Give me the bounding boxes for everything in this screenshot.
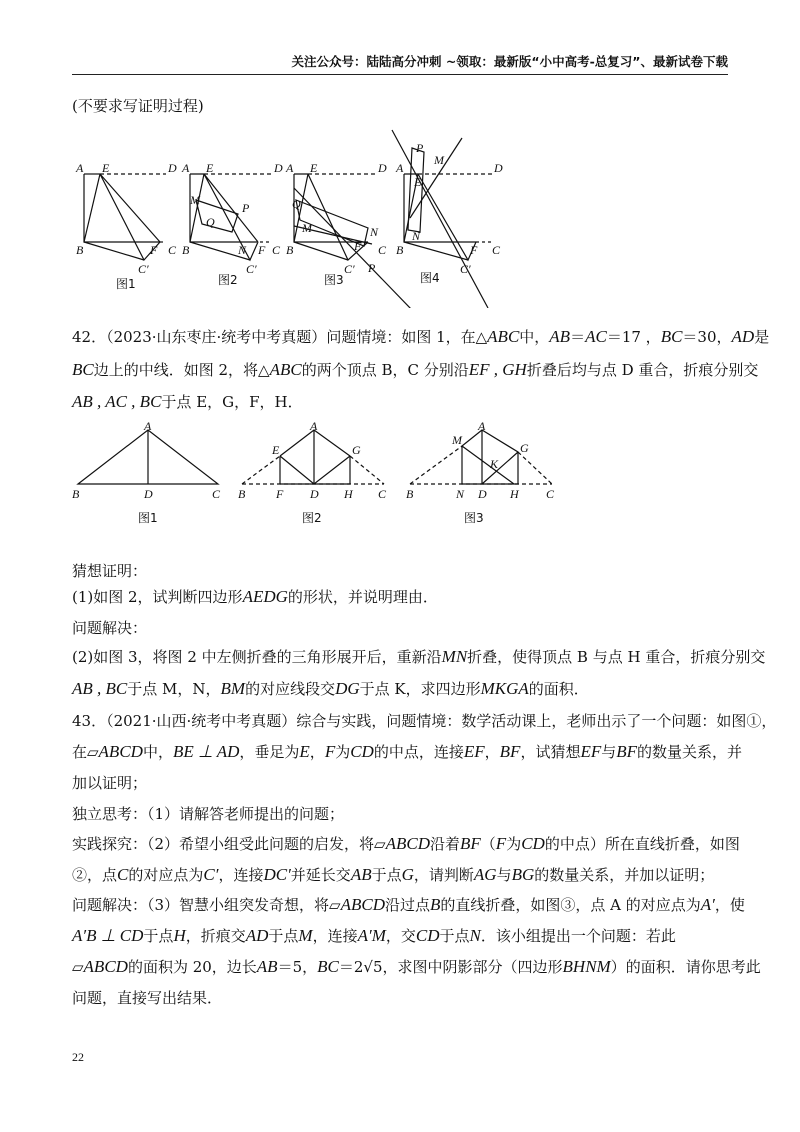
q42-part-2-line-1: (2)如图 3，将图 2 中左侧折叠的三角形展开后，重新沿MN折叠，使得顶点 B 与点 H 重合，折痕分别交 (72, 647, 766, 666)
q42-fig1-caption: 图1 (138, 511, 158, 525)
fig1-label-e: E (102, 161, 110, 175)
fig2-label-q: Q (206, 215, 215, 229)
fig3-label-b: B (286, 243, 294, 257)
fig4-label-f: F (470, 243, 478, 257)
fig2-label-b: B (182, 243, 190, 257)
fig4-label-a: A (396, 161, 404, 175)
fig3-label-d: D (378, 161, 387, 175)
q43-line-1: 43．（2021·山西·统考中考真题）综合与实践，问题情境：数学活动课上，老师出示了一个问题：如图①， (72, 712, 777, 730)
q42-fig3-label-d: D (478, 487, 487, 501)
q43-line-9: ▱ABCD的面积为 20，边长AB＝5，BC＝2√5，求图中阴影部分（四边形BHNM）的面积．请你思考此 (72, 957, 761, 976)
fig3-label-c: C (378, 243, 387, 257)
q43-line-8: A′B ⊥ CD于点H，折痕交AD于点M，连接A′M，交CD于点N．该小组提出一个问题：若此 (72, 926, 676, 945)
fig4-label-c: C (492, 243, 501, 257)
q42-fig1-label-d: D (144, 487, 153, 501)
fig4-caption: 图4 (420, 271, 440, 285)
fig2-caption: 图2 (218, 273, 238, 287)
q42-fig3-label-g: G (520, 441, 529, 455)
fig2-label-e: E (206, 161, 214, 175)
q42-fig3-label-a: A (478, 419, 486, 433)
fig3-label-p: P (368, 261, 376, 275)
q42-fig2-caption: 图2 (302, 511, 322, 525)
q42-fig1-label-a: A (144, 419, 152, 433)
fig2-label-m: M (190, 193, 200, 207)
q42-fig2-label-e: E (272, 443, 280, 457)
fig2-label-p: P (242, 201, 250, 215)
fig2-label-a: A (182, 161, 190, 175)
q42-fig2-label-b: B (238, 487, 246, 501)
fig1-caption: 图1 (116, 277, 136, 291)
fig3-label-q: Q (292, 197, 301, 211)
fig3-label-m: M (302, 221, 312, 235)
fig4-label-p: P (416, 141, 424, 155)
fig2-label-cprime: C′ (246, 262, 257, 276)
note-no-proof: (不要求写证明过程) (72, 97, 204, 115)
figure-row-1 (72, 128, 512, 308)
page-header: 关注公众号：陆陆高分冲刺 ~领取：最新版“小中高考-总复习”、最新试卷下载 (72, 52, 728, 75)
page-number: 22 (72, 1050, 84, 1064)
q42-fig3-label-k: K (490, 457, 499, 471)
q42-line-1: 42．（2023·山东枣庄·统考中考真题）问题情境：如图 1，在△ABC中，AB＝AC＝17 ，BC＝30，AD是 (72, 327, 770, 346)
q43-line-3: 加以证明； (72, 774, 148, 792)
q42-line-2: BC边上的中线．如图 2，将△ABC的两个顶点 B，C 分别沿EF , GH折叠后均与点 D 重合，折痕分别交 (72, 360, 759, 379)
fig2-label-c: C (272, 243, 281, 257)
q42-fig1-label-b: B (72, 487, 80, 501)
fig3-caption: 图3 (324, 273, 344, 287)
q43-line-4: 独立思考：（1）请解答老师提出的问题； (72, 805, 345, 823)
fig2-label-f: F (258, 243, 266, 257)
q42-solve-title: 问题解决： (72, 619, 148, 637)
q42-fig3-label-c: C (546, 487, 555, 501)
fig1-label-d: D (168, 161, 177, 175)
q42-part-2-line-2: AB , BC于点 M，N，BM的对应线段交DG于点 K，求四边形MKGA的面积． (72, 679, 589, 698)
fig1-label-f: F (150, 243, 158, 257)
q42-fig3-label-b: B (406, 487, 414, 501)
q42-fig3-caption: 图3 (464, 511, 484, 525)
q42-fig3-label-n: N (456, 487, 465, 501)
q42-fig2-label-c: C (378, 487, 387, 501)
fig1-label-b: B (76, 243, 84, 257)
fig2-label-n: N (238, 243, 247, 257)
q42-guess-title: 猜想证明： (72, 562, 148, 580)
fig4-label-b: B (396, 243, 404, 257)
q42-part-1: (1)如图 2，试判断四边形AEDG的形状，并说明理由． (72, 587, 438, 606)
q43-line-5: 实践探究：（2）希望小组受此问题的启发，将▱ABCD沿着BF（F为CD的中点）所在直线折叠，如图 (72, 834, 740, 853)
fig3-label-cprime: C′ (344, 262, 355, 276)
q43-line-7: 问题解决：（3）智慧小组突发奇想，将▱ABCD沿过点B的直线折叠，如图③，点 A 的对应点为A′，使 (72, 895, 745, 914)
q43-line-2: 在▱ABCD中，BE ⊥ AD，垂足为E，F为CD的中点，连接EF，BF，试猜想EF与BF的数量关系，并 (72, 742, 743, 761)
q42-figures (72, 418, 572, 528)
q42-fig3-label-h: H (510, 487, 519, 501)
q42-line-3: AB , AC , BC于点 E，G，F，H． (72, 392, 303, 411)
fig1-label-c: C (168, 243, 177, 257)
fig2-label-d: D (274, 161, 283, 175)
fig4-label-e: E (414, 175, 422, 189)
fig4-label-m: M (434, 153, 444, 167)
fig3-label-a: A (286, 161, 294, 175)
q42-fig2-label-d: D (310, 487, 319, 501)
fig4-label-n: N (412, 229, 421, 243)
fig1-label-a: A (76, 161, 84, 175)
q42-fig2-label-f: F (276, 487, 284, 501)
fig4-label-cprime: C′ (460, 262, 471, 276)
q42-fig3-label-m: M (452, 433, 462, 447)
fig3-label-n: N (370, 225, 379, 239)
fig3-label-f: F (354, 239, 362, 253)
q43-line-6: ②，点C的对应点为C′，连接DC′并延长交AB于点G，请判断AG与BG的数量关系，并加以证明； (72, 865, 715, 884)
q42-fig2-label-h: H (344, 487, 353, 501)
fig1-label-cprime: C′ (138, 262, 149, 276)
q42-fig1-label-c: C (212, 487, 221, 501)
fig3-label-e: E (310, 161, 318, 175)
q42-fig2-label-g: G (352, 443, 361, 457)
q42-fig2-label-a: A (310, 419, 318, 433)
fig4-label-d: D (494, 161, 503, 175)
q43-line-10: 问题，直接写出结果． (72, 989, 223, 1007)
